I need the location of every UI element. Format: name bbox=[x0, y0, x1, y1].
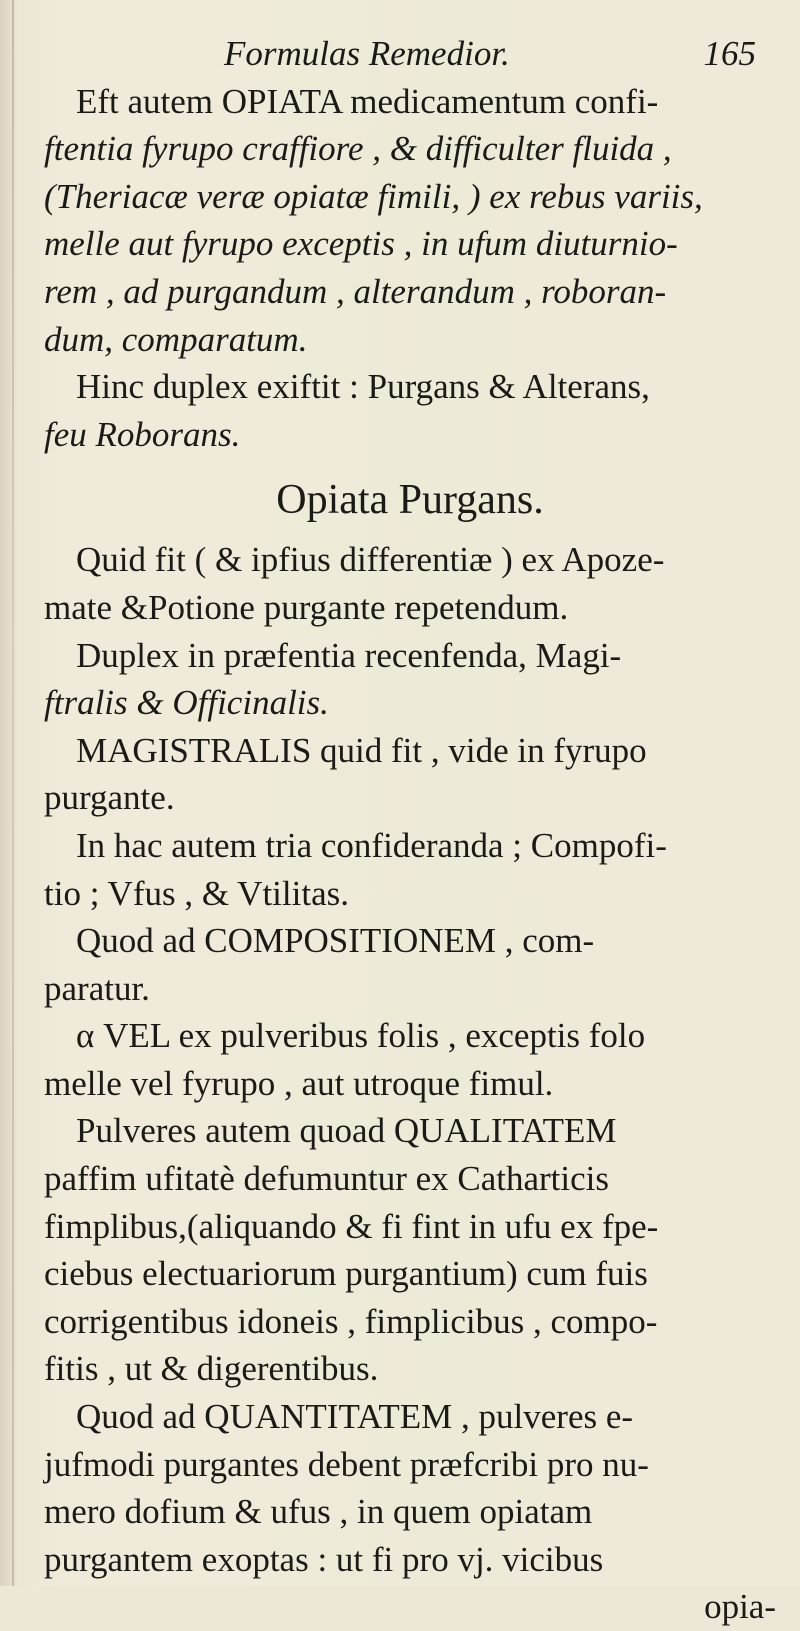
text-line: mero dofium & ufus , in quem opiatam bbox=[44, 1492, 593, 1532]
text-line: corrigentibus idoneis , fimplicibus , compo- bbox=[44, 1301, 658, 1341]
text-line: Eft autem OPIATA medicamentum confi- bbox=[76, 81, 659, 121]
text-line: α VEL ex pulveribus folis , exceptis folo bbox=[76, 1016, 646, 1056]
text-line: ftentia fyrupo craffiore , & difficulter fluida , bbox=[44, 129, 672, 169]
text-line: melle aut fyrupo exceptis , in ufum diuturnio- bbox=[44, 224, 678, 264]
text-line: paffim ufitatè defumuntur ex Catharticis bbox=[44, 1159, 610, 1199]
text-line: fimplibus,(aliquando & fi fint in ufu ex fpe- bbox=[44, 1206, 659, 1246]
text-line: mate &Potione purgante repetendum. bbox=[44, 587, 569, 627]
text-line: dum, comparatum. bbox=[44, 319, 308, 359]
text-line: purgante. bbox=[44, 778, 175, 818]
text-line: melle vel fyrupo , aut utroque fimul. bbox=[44, 1063, 554, 1103]
text-line: fitis , ut & digerentibus. bbox=[44, 1349, 379, 1389]
running-header bbox=[44, 30, 776, 78]
text-line: Hinc duplex exiftit : Purgans & Alterans, bbox=[76, 367, 650, 407]
text-line: jufmodi purgantes debent præfcribi pro nu- bbox=[44, 1444, 649, 1484]
text-line: ftralis & Officinalis. bbox=[44, 683, 329, 723]
text-line: ciebus electuariorum purgantium) cum fuis bbox=[44, 1254, 648, 1294]
text-line: feu Roborans. bbox=[44, 414, 241, 454]
page-text bbox=[44, 30, 776, 1631]
text-line: (Theriacæ veræ opiatæ fimili, ) ex rebus variis, bbox=[44, 176, 703, 216]
text-line: rem , ad purgandum , alterandum , roboran- bbox=[44, 271, 667, 311]
section-heading: Opiata Purgans. bbox=[276, 477, 544, 524]
text-line: Quod ad QUANTITATEM , pulveres e- bbox=[76, 1397, 634, 1437]
text-line: tio ; Vfus , & Vtilitas. bbox=[44, 873, 349, 913]
text-line: Quid fit ( & ipfius differentiæ ) ex Apoze- bbox=[76, 540, 665, 580]
text-line: Duplex in præfentia recenfenda, Magi- bbox=[76, 635, 622, 675]
text-line: purgantem exoptas : ut fi pro vj. vicibus bbox=[44, 1539, 604, 1579]
catchword: opia- bbox=[704, 1587, 776, 1627]
text-line: Quod ad COMPOSITIONEM , com- bbox=[76, 921, 595, 961]
header-title: Formulas Remedior. bbox=[224, 34, 510, 73]
text-line: paratur. bbox=[44, 968, 150, 1008]
text-line: In hac autem tria confideranda ; Compofi- bbox=[76, 825, 667, 865]
text-line: MAGISTRALIS quid fit , vide in fyrupo bbox=[76, 730, 647, 770]
page-gutter bbox=[12, 0, 14, 1586]
text-line: Pulveres autem quoad QUALITATEM bbox=[76, 1111, 617, 1151]
page-number: 165 bbox=[703, 34, 756, 73]
